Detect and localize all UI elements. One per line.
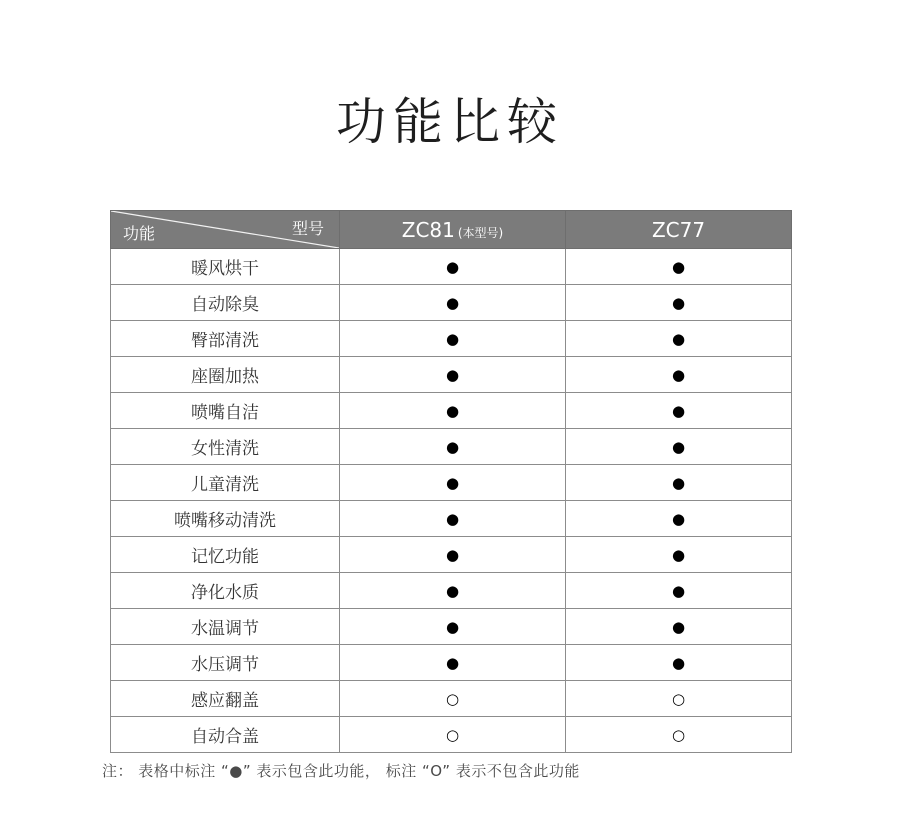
zc77-marker: ● (566, 285, 792, 321)
zc81-marker: ● (340, 249, 566, 285)
feature-label: 喷嘴移动清洗 (111, 501, 340, 537)
zc81-marker: ● (340, 429, 566, 465)
table-row (111, 249, 792, 285)
feature-label: 自动合盖 (111, 717, 340, 753)
zc77-marker: ● (566, 429, 792, 465)
zc81-marker: ● (340, 645, 566, 681)
table-row (111, 609, 792, 645)
table-row (111, 645, 792, 681)
feature-label: 臀部清洗 (111, 321, 340, 357)
column-header-zc77 (566, 211, 792, 249)
feature-label: 儿童清洗 (111, 465, 340, 501)
table-row (111, 393, 792, 429)
zc81-marker: ● (340, 573, 566, 609)
zc81-marker: ● (340, 501, 566, 537)
zc77-marker: ● (566, 393, 792, 429)
table-row (111, 357, 792, 393)
feature-label: 喷嘴自洁 (111, 393, 340, 429)
feature-label: 记忆功能 (111, 537, 340, 573)
zc81-marker: ● (340, 357, 566, 393)
legend-note: 注： 表格中标注 “●” 表示包含此功能， 标注 “O” 表示不包含此功能 (102, 762, 580, 780)
feature-label: 净化水质 (111, 573, 340, 609)
zc77-marker: ● (566, 465, 792, 501)
table-row (111, 321, 792, 357)
corner-header-cell (111, 211, 340, 249)
zc77-marker: ● (566, 537, 792, 573)
zc77-marker: ○ (566, 681, 792, 717)
feature-label: 女性清洗 (111, 429, 340, 465)
feature-label: 座圈加热 (111, 357, 340, 393)
zc77-marker: ● (566, 501, 792, 537)
zc81-marker: ● (340, 285, 566, 321)
zc81-marker: ● (340, 321, 566, 357)
zc77-marker: ● (566, 357, 792, 393)
zc77-marker: ○ (566, 717, 792, 753)
corner-label-model: 型号 (291, 219, 324, 238)
comparison-table-body (111, 249, 792, 753)
model-name-zc77: ZC77 (651, 217, 706, 242)
zc81-marker: ○ (340, 681, 566, 717)
zc77-marker: ● (566, 573, 792, 609)
corner-label-feature: 功能 (123, 224, 156, 243)
zc77-marker: ● (566, 249, 792, 285)
table-row (111, 429, 792, 465)
zc81-marker: ● (340, 393, 566, 429)
table-row (111, 537, 792, 573)
model-suffix-zc81: (本型号) (457, 225, 504, 240)
zc81-marker: ● (340, 537, 566, 573)
page-title: 功能比较 (336, 93, 564, 151)
table-row (111, 681, 792, 717)
table-row (111, 285, 792, 321)
model-name-zc81: ZC81 (401, 217, 455, 242)
feature-label: 自动除臭 (111, 285, 340, 321)
column-header-zc81 (340, 211, 566, 249)
zc81-marker: ● (340, 609, 566, 645)
feature-label: 水温调节 (111, 609, 340, 645)
feature-label: 暖风烘干 (111, 249, 340, 285)
header-row (111, 211, 792, 249)
table-row (111, 717, 792, 753)
table-row (111, 465, 792, 501)
table-row (111, 501, 792, 537)
feature-comparison-table (110, 210, 792, 753)
feature-label: 水压调节 (111, 645, 340, 681)
zc81-marker: ● (340, 465, 566, 501)
zc81-marker: ○ (340, 717, 566, 753)
table-row (111, 573, 792, 609)
zc77-marker: ● (566, 321, 792, 357)
feature-label: 感应翻盖 (111, 681, 340, 717)
zc77-marker: ● (566, 609, 792, 645)
zc77-marker: ● (566, 645, 792, 681)
